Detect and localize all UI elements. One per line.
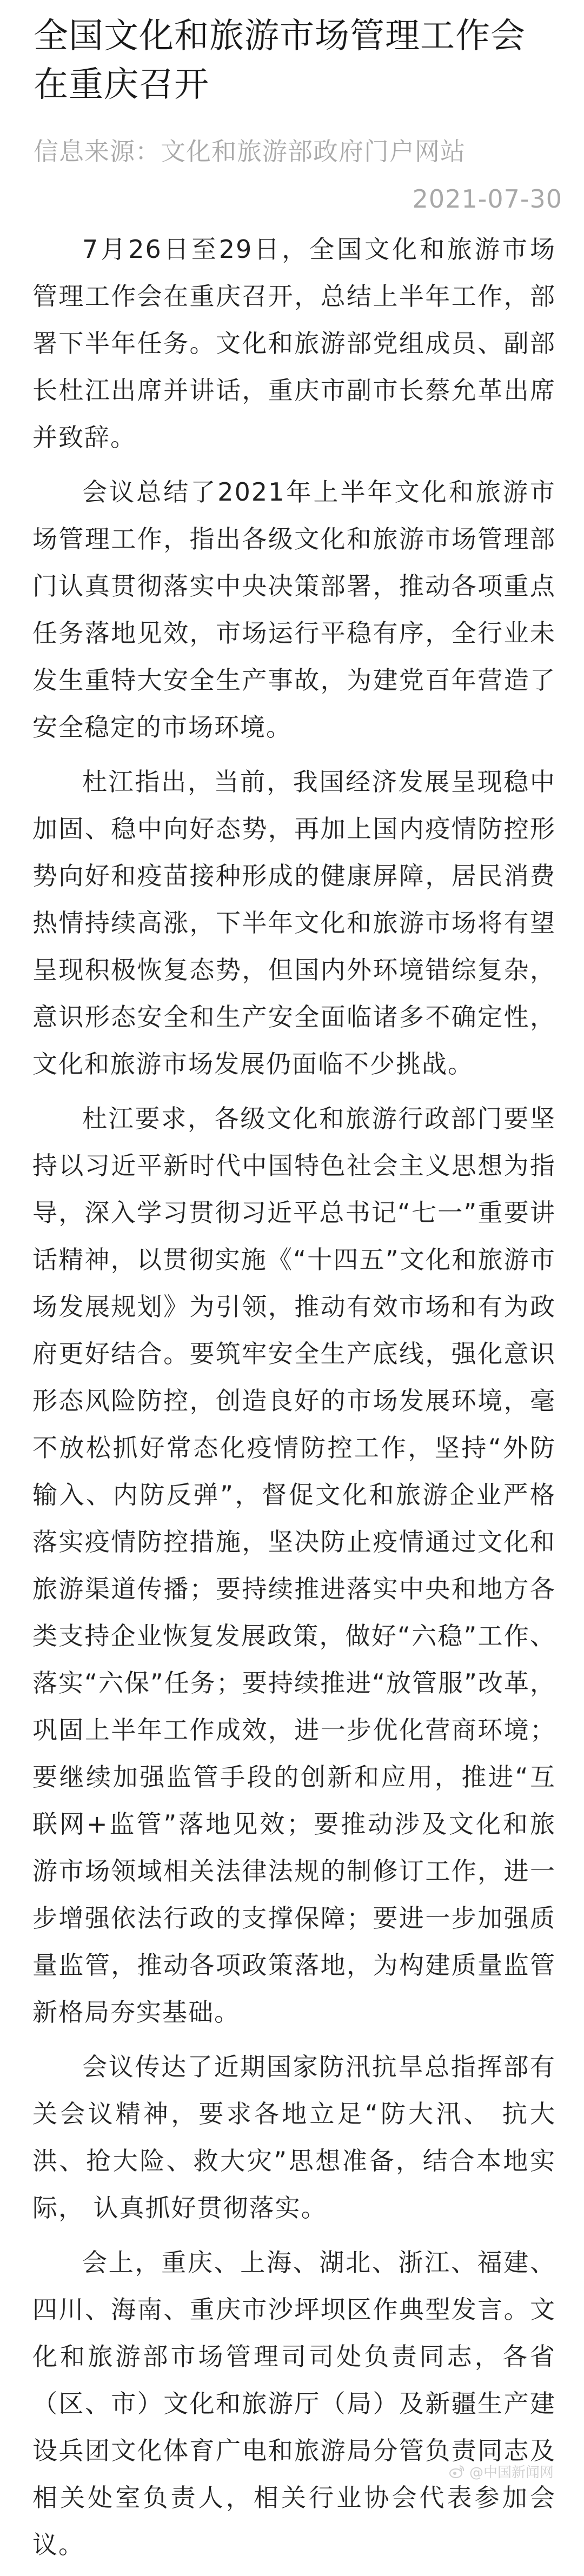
watermark-text: @中国新闻网 — [469, 2465, 554, 2481]
article-date: 2021-07-30 — [412, 184, 562, 214]
article-title: 全国文化和旅游市场管理工作会在重庆召开 — [34, 16, 526, 105]
paragraph-1: 7月26日至29日，全国文化和旅游市场管理工作会在重庆召开，总结上半年工作，部署下半年任务。文化和旅游部党组成员、副部长杜江出席并讲话，重庆市副市长蔡允革出席并致辞。 — [32, 235, 556, 452]
weibo-icon — [449, 2464, 465, 2480]
paragraph-6: 会上，重庆、上海、湖北、浙江、福建、四川、海南、重庆市沙坪坝区作典型发言。文化和旅游部市场管理司司处负责同志，各省（区、市）文化和旅游厅（局）及新疆生产建设兵团文化体育广电和旅游局分管负责同志及相关处室负责人，相关行业协会代表参加会议。 — [32, 2248, 556, 2559]
paragraph-3: 杜江指出，当前，我国经济发展呈现稳中加固、稳中向好态势，再加上国内疫情防控形势向好和疫苗接种形成的健康屏障，居民消费热情持续高涨，下半年文化和旅游市场将有望呈现积极恢复态势，但国内外环境错综复杂，意识形态安全和生产安全面临诸多不确定性，文化和旅游市场发展仍面临不少挑战。 — [32, 767, 556, 1079]
article-body — [32, 226, 556, 2576]
paragraph-2: 会议总结了2021年上半年文化和旅游市场管理工作，指出各级文化和旅游市场管理部门认真贯彻落实中央决策部署，推动各项重点任务落地见效，市场运行平稳有序，全行业未发生重特大安全生产事故，为建党百年营造了安全稳定的市场环境。 — [32, 477, 556, 742]
watermark — [449, 2461, 554, 2481]
article-source: 信息来源：文化和旅游部政府门户网站 — [34, 137, 466, 166]
paragraph-5: 会议传达了近期国家防汛抗旱总指挥部有关会议精神，要求各地立足“防大汛、 抗大洪、抢大险、救大灾”思想准备，结合本地实际， 认真抓好贯彻落实。 — [32, 2052, 556, 2222]
paragraph-4: 杜江要求，各级文化和旅游行政部门要坚持以习近平新时代中国特色社会主义思想为指导，深入学习贯彻习近平总书记“七一”重要讲话精神，以贯彻实施《“十四五”文化和旅游市场发展规划》为引领，推动有效市场和有为政府更好结合。要筑牢安全生产底线，强化意识形态风险防控，创造良好的市场发展环境，毫不放松抓好常态化疫情防控工作，坚持“外防输入、内防反弹”，督促文化和旅游企业严格落实疫情防控措施，坚决防止疫情通过文化和旅游渠道传播；要持续推进落实中央和地方各类支持企业恢复发展政策，做好“六稳”工作、落实“六保”任务；要持续推进“放管服”改革，巩固上半年工作成效，进一步优化营商环境；要继续加强监管手段的创新和应用，推进“互联网+监管”落地见效；要推动涉及文化和旅游市场领域相关法律法规的制修订工作，进一步增强依法行政的支撑保障；要进一步加强质量监管，推动各项政策落地，为构建质量监管新格局夯实基础。 — [32, 1104, 556, 2027]
